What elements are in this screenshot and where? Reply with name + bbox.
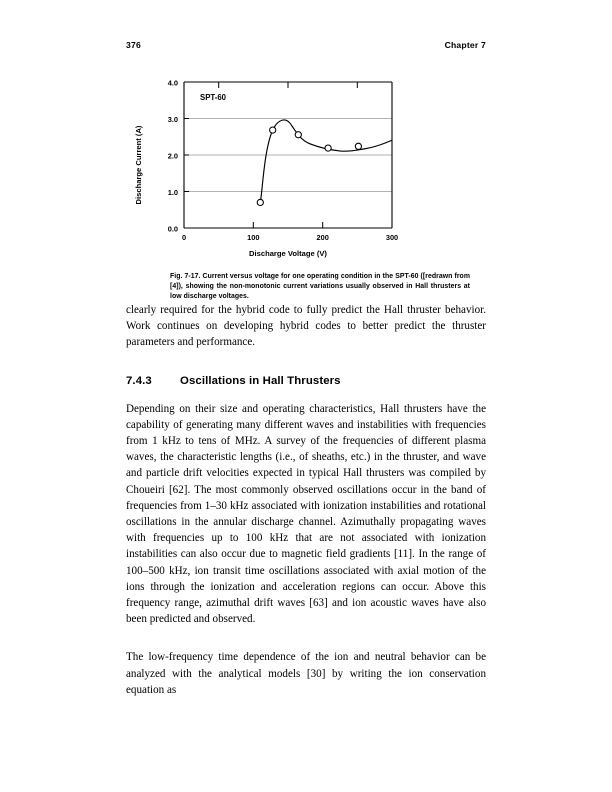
x-tick-label-0: 0	[181, 233, 187, 242]
section-heading-7-4-3	[126, 375, 486, 387]
section-number: 7.4.3	[126, 374, 152, 387]
figure-7-17	[126, 70, 486, 303]
page-number: 376	[126, 40, 141, 50]
x-tick-label-200: 200	[316, 233, 329, 242]
data-curve	[260, 120, 392, 202]
chapter-label: Chapter 7	[444, 40, 486, 50]
x-tick-label-100: 100	[247, 233, 260, 242]
paragraph-low-frequency: The low-frequency time dependence of the ion and neutral behavior can be analyzed with the analytical models [30] by writing the ion conservation equation as	[126, 651, 486, 696]
y-axis-title: Discharge Current (A)	[134, 125, 143, 205]
figure-caption: Fig. 7-17. Current versus voltage for one operating condition in the SPT-60 ([redrawn from [4]), showing the non-monotonic current variations usually observed in Hall thrusters at low discharge voltages.	[170, 273, 470, 301]
y-tick-label-0: 0.0	[167, 224, 178, 234]
data-point	[270, 127, 276, 133]
current-voltage-chart	[126, 70, 486, 260]
y-tick-label-1: 1.0	[167, 188, 178, 197]
x-tick-label-300: 300	[385, 233, 399, 242]
y-tick-label-4: 4.0	[167, 78, 178, 88]
data-point	[295, 132, 301, 138]
data-point	[257, 199, 263, 205]
y-tick-label-3: 3.0	[167, 115, 178, 124]
chart-container	[126, 70, 486, 260]
data-point	[355, 143, 361, 149]
x-axis-title: Discharge Voltage (V)	[249, 249, 327, 258]
series-label-spt60: SPT-60	[200, 93, 227, 102]
section-title: Oscillations in Hall Thrusters	[180, 374, 341, 387]
y-tick-label-2: 2.0	[167, 151, 178, 161]
paragraph-oscillations: Depending on their size and operating characteristics, Hall thrusters have the capability of generating many different waves and instabilities with frequencies from 1 kHz to tens of MHz. A survey of the frequencies of different plasma waves, the characteristic lengths (i.e., of sheaths, etc.) in the thruster, and wave and particle drift velocities expected in typical Hall thrusters was compiled by Choueiri [62]. The most commonly observed oscillations occur in the band of frequencies from 1–30 kHz associated with ionization instabilities and rotational oscillations in the annular discharge channel. Azimuthally propagating waves with frequencies up to 100 kHz that are not associated with ionization instabilities can also occur due to magnetic field gradients [11]. In the range of 100–500 kHz, ion transit time oscillations associated with axial motion of the ions through the ionization and acceleration regions can occur. Above this frequency range, azimuthal drift waves [63] and ion acoustic waves have also been predicted and observed.	[126, 402, 486, 626]
data-point	[325, 145, 331, 151]
body-column	[126, 302, 486, 698]
paragraph-intro: clearly required for the hybrid code to fully predict the Hall thruster behavior. Work continues on developing hybrid codes to better predict the thruster parameters and performance.	[126, 304, 486, 349]
running-head	[126, 40, 486, 50]
